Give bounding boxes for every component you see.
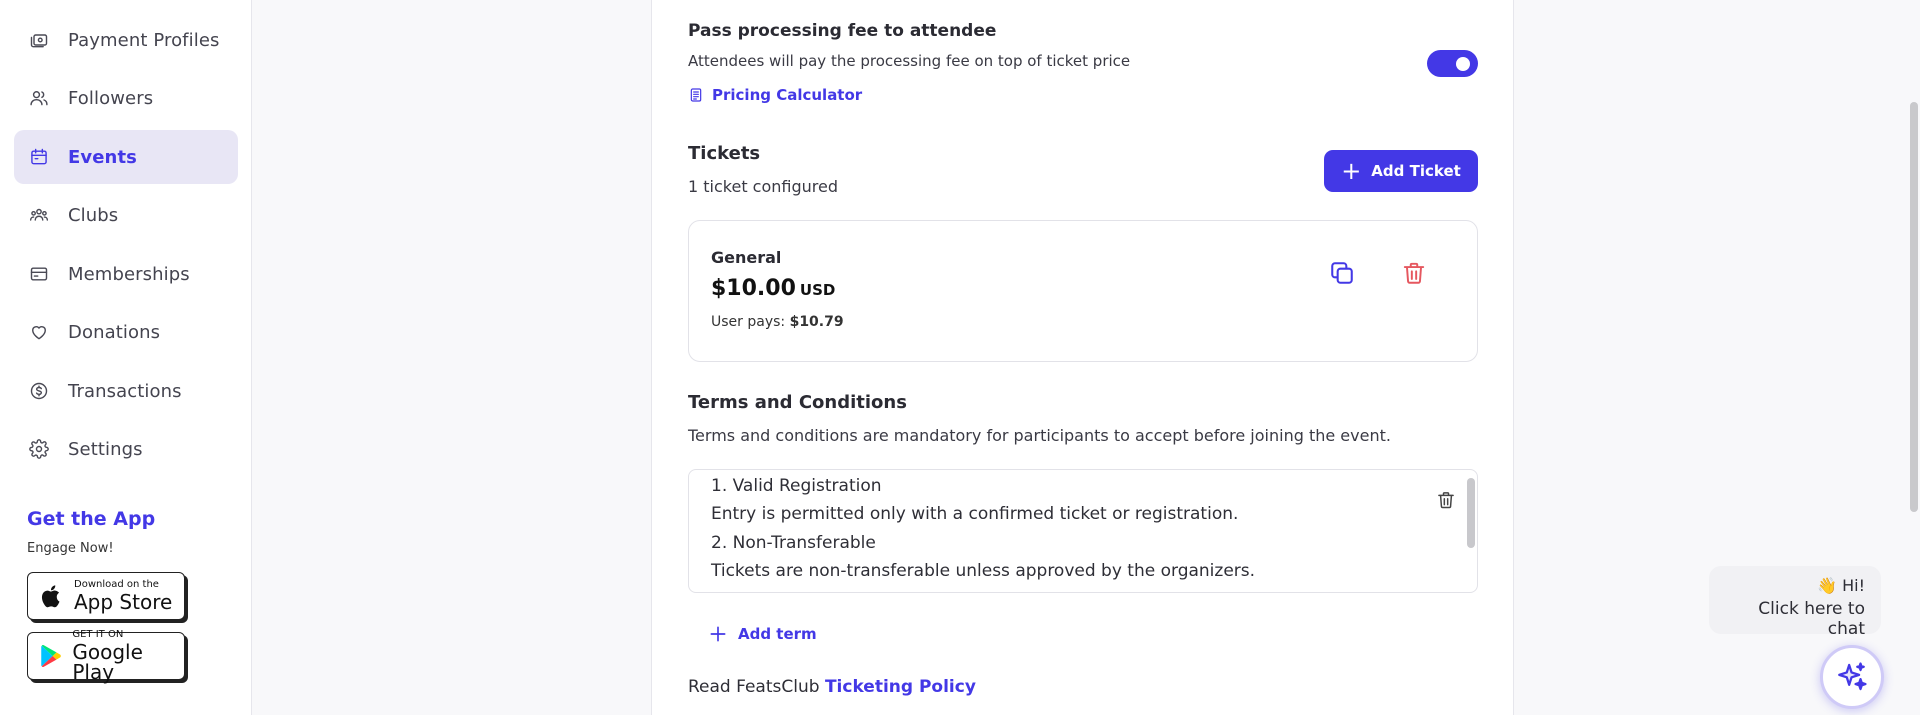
terms-line: 1. Valid Registration	[711, 476, 882, 496]
tickets-count: 1 ticket configured	[688, 177, 839, 196]
duplicate-ticket-button[interactable]	[1328, 259, 1356, 287]
chat-prompt-text: Click here to chat	[1758, 599, 1865, 639]
app-store-badge[interactable]	[27, 572, 185, 620]
processing-fee-description: Attendees will pay the processing fee on top of ticket price	[688, 52, 1131, 70]
apple-icon	[38, 582, 66, 610]
policy-prefix: Read FeatsClub	[688, 677, 825, 697]
copy-icon	[1329, 260, 1355, 286]
ticket-price: $10.00	[711, 276, 796, 301]
terms-scrollbar[interactable]	[1467, 478, 1475, 548]
sidebar-item-label: Settings	[68, 438, 143, 460]
plus-icon: +	[1341, 157, 1362, 185]
ticketing-policy-text	[688, 677, 976, 697]
terms-line: Tickets are non-transferable unless approved by the organizers.	[711, 561, 1256, 581]
calendar-icon	[28, 146, 50, 168]
google-play-big-text: Google Play	[72, 640, 143, 684]
page-scrollbar[interactable]	[1910, 102, 1918, 512]
gear-icon	[28, 438, 50, 460]
chat-launcher-button[interactable]	[1820, 645, 1884, 709]
processing-fee-toggle[interactable]	[1427, 50, 1478, 77]
sidebar-item-label: Memberships	[68, 263, 190, 285]
user-pays-value: $10.79	[789, 314, 844, 330]
app-store-big-text: App Store	[74, 590, 173, 614]
dollar-circle-icon	[28, 380, 50, 402]
ticket-card	[688, 220, 1478, 362]
google-play-badge[interactable]	[27, 629, 185, 684]
sidebar-item-followers[interactable]	[14, 71, 238, 125]
sidebar-item-label: Transactions	[68, 380, 182, 402]
ticket-name: General	[711, 248, 782, 267]
toggle-knob	[1456, 57, 1470, 71]
followers-icon	[28, 87, 50, 109]
get-app-title: Get the App	[27, 508, 156, 530]
ticket-user-pays	[711, 314, 844, 330]
ticket-price-row	[711, 276, 835, 301]
sidebar-item-settings[interactable]	[14, 422, 238, 476]
terms-textarea[interactable]	[688, 469, 1478, 593]
sidebar-item-clubs[interactable]	[14, 188, 238, 242]
app-store-small-text: Download on the	[74, 579, 159, 590]
google-play-small-text: GET IT ON	[72, 629, 124, 640]
add-term-label: Add term	[738, 625, 817, 643]
add-ticket-label: Add Ticket	[1371, 162, 1461, 180]
terms-line: 2. Non-Transferable	[711, 533, 876, 553]
event-form	[651, 0, 1514, 715]
trash-icon	[1436, 490, 1456, 510]
heart-icon	[28, 321, 50, 343]
google-play-icon	[38, 642, 64, 670]
sidebar-item-label: Clubs	[68, 204, 119, 226]
sidebar-item-label: Payment Profiles	[68, 29, 220, 51]
sparkle-icon	[1835, 660, 1869, 694]
sidebar-item-transactions[interactable]	[14, 364, 238, 418]
user-pays-label: User pays:	[711, 314, 790, 330]
membership-card-icon	[28, 263, 50, 285]
pricing-calculator-link[interactable]	[688, 86, 862, 104]
sidebar-item-donations[interactable]	[14, 305, 238, 359]
terms-description: Terms and conditions are mandatory for participants to accept before joining the event.	[688, 426, 1391, 445]
clubs-icon	[28, 204, 50, 226]
delete-term-button[interactable]	[1435, 489, 1457, 511]
payment-profiles-icon	[28, 29, 50, 51]
add-ticket-button[interactable]	[1324, 150, 1478, 192]
delete-ticket-button[interactable]	[1400, 259, 1428, 287]
get-app-subtitle: Engage Now!	[27, 541, 114, 556]
chat-prompt-bubble[interactable]	[1709, 566, 1881, 639]
processing-fee-title: Pass processing fee to attendee	[688, 21, 997, 41]
trash-icon	[1401, 260, 1427, 286]
sidebar-item-label: Followers	[68, 87, 154, 109]
sidebar	[0, 0, 252, 715]
pricing-calculator-label: Pricing Calculator	[712, 86, 863, 104]
sidebar-item-events[interactable]	[14, 130, 238, 184]
sidebar-item-memberships[interactable]	[14, 247, 238, 301]
add-term-button[interactable]	[708, 624, 817, 644]
chat-greeting: 👋 Hi!	[1817, 576, 1865, 595]
sidebar-item-label: Donations	[68, 321, 161, 343]
terms-title: Terms and Conditions	[688, 392, 907, 413]
ticketing-policy-link[interactable]: Ticketing Policy	[824, 677, 976, 697]
tickets-title: Tickets	[688, 143, 761, 164]
sidebar-item-label: Events	[68, 146, 137, 168]
plus-icon	[708, 624, 728, 644]
terms-line: Entry is permitted only with a confirmed ticket or registration.	[711, 504, 1239, 524]
calculator-icon	[688, 87, 704, 103]
ticket-currency: USD	[799, 281, 836, 299]
sidebar-item-payment-profiles[interactable]	[14, 13, 238, 67]
